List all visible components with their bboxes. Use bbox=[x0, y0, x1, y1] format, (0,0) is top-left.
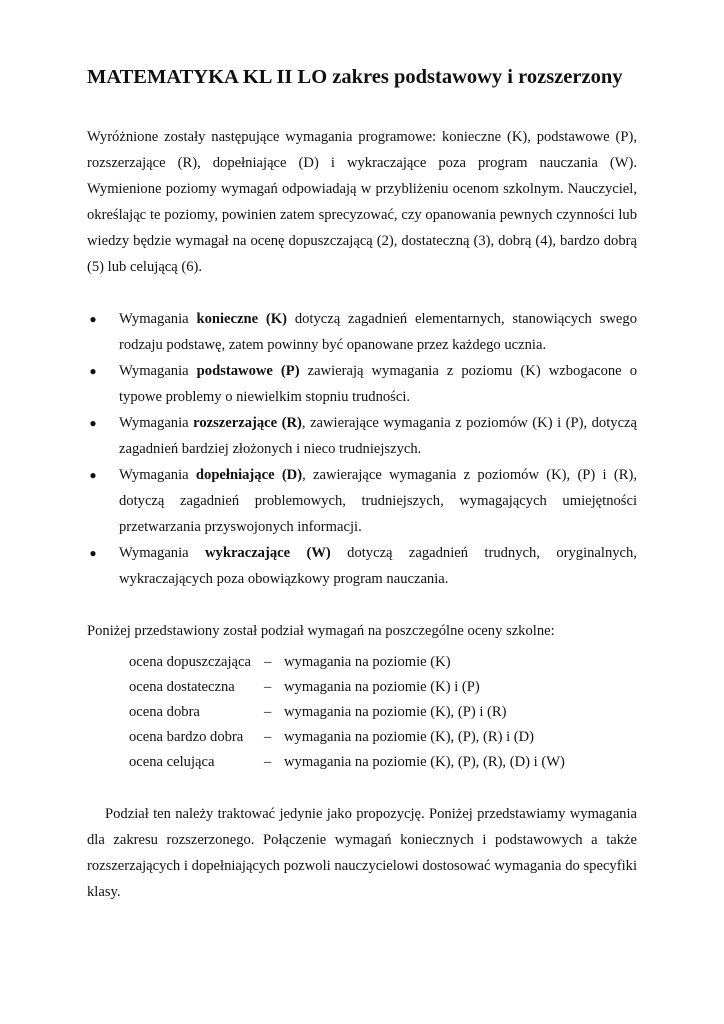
grade-name: ocena dostateczna bbox=[129, 679, 235, 695]
requirement-level: konieczne (K) bbox=[196, 311, 287, 327]
requirement-text: , zawierające wymagania z poziomów (K), (P) i (R), dotyczą zagadnień problemowych, trudniejszych, wymagających umiejętności przetwarzania przyswojonych informacji. bbox=[119, 467, 637, 535]
requirement-item bbox=[87, 540, 637, 592]
grade-requirement: wymagania na poziomie (K) i (P) bbox=[284, 679, 480, 695]
grade-name: ocena dobra bbox=[129, 704, 200, 720]
requirement-text: zawierają wymagania z poziomu (K) wzbogacone o typowe problemy o niewielkim stopniu trudności. bbox=[119, 363, 637, 405]
grades-intro: Poniżej przedstawiony został podział wymagań na poszczególne oceny szkolne: bbox=[87, 623, 555, 639]
requirement-level: podstawowe (P) bbox=[196, 363, 300, 379]
requirement-prefix: Wymagania bbox=[119, 467, 196, 483]
grade-requirement: wymagania na poziomie (K), (P), (R), (D) i (W) bbox=[284, 754, 565, 770]
grade-dash: – bbox=[264, 679, 272, 695]
requirement-item bbox=[87, 462, 637, 540]
grade-requirement: wymagania na poziomie (K) bbox=[284, 654, 451, 670]
requirements-list bbox=[87, 306, 637, 592]
bullet-icon: ● bbox=[89, 364, 97, 378]
requirement-prefix: Wymagania bbox=[119, 363, 197, 379]
closing-paragraph: Podział ten należy traktować jedynie jako propozycję. Poniżej przedstawiamy wymagania dla zakresu rozszerzonego. Połączenie wymagań koniecznych i podstawowych a także rozszerzających i dopełniających pozwoli nauczycielowi dostosować wymagania do specyfiki klasy. bbox=[87, 806, 637, 900]
grade-row bbox=[129, 725, 565, 750]
grade-row bbox=[129, 700, 565, 725]
requirement-item bbox=[87, 306, 637, 358]
grade-row bbox=[129, 675, 565, 700]
requirement-prefix: Wymagania bbox=[119, 415, 194, 431]
bullet-icon: ● bbox=[89, 468, 97, 482]
requirement-level: wykraczające (W) bbox=[205, 545, 331, 561]
requirement-text: dotyczą zagadnień elementarnych, stanowiących swego rodzaju podstawę, zatem powinny być opanowane przez każdego ucznia. bbox=[119, 311, 637, 353]
page-title-rest: zakres podstawowy i rozszerzony bbox=[327, 66, 623, 88]
grade-name: ocena bardzo dobra bbox=[129, 729, 244, 745]
intro-paragraph: Wyróżnione zostały następujące wymagania programowe: konieczne (K), podstawowe (P), rozszerzające (R), dopełniające (D) i wykraczające poza program nauczania (W). Wymienione poziomy wymagań odpowiadają w przybliżeniu ocenom szkolnym. Nauczyciel, określając te poziomy, powinien zatem sprecyzować, czy opanowania pewnych czynności lub wiedzy będzie wymagał na ocenę dopuszczającą (2), dostateczną (3), dobrą (4), bardzo dobrą (5) lub celującą (6). bbox=[87, 129, 637, 275]
requirement-prefix: Wymagania bbox=[119, 545, 205, 561]
grade-requirement: wymagania na poziomie (K), (P), (R) i (D) bbox=[284, 729, 535, 745]
grade-dash: – bbox=[264, 729, 272, 745]
requirement-text: , zawierające wymagania z poziomów (K) i (P), dotyczą zagadnień bardziej złożonych i nieco trudniejszych. bbox=[119, 415, 637, 457]
grade-dash: – bbox=[264, 754, 272, 770]
requirement-item bbox=[87, 358, 637, 410]
grade-dash: – bbox=[264, 704, 272, 720]
grade-dash: – bbox=[264, 654, 272, 670]
grade-name: ocena celująca bbox=[129, 754, 215, 770]
grade-name: ocena dopuszczająca bbox=[129, 654, 251, 670]
requirement-text: dotyczą zagadnień trudnych, oryginalnych, wykraczających poza obowiązkowy program nauczania. bbox=[119, 545, 637, 587]
grade-requirement: wymagania na poziomie (K), (P) i (R) bbox=[284, 704, 507, 720]
bullet-icon: ● bbox=[89, 416, 97, 430]
requirement-prefix: Wymagania bbox=[119, 311, 197, 327]
requirement-level: dopełniające (D) bbox=[195, 467, 303, 483]
requirement-item bbox=[87, 410, 637, 462]
grades-table bbox=[129, 650, 565, 775]
grade-row bbox=[129, 750, 565, 775]
bullet-icon: ● bbox=[89, 546, 97, 560]
bullet-icon: ● bbox=[89, 312, 97, 326]
grade-row bbox=[129, 650, 565, 675]
page-title bbox=[87, 62, 637, 92]
requirement-level: rozszerzające (R) bbox=[193, 415, 302, 431]
page-title-bold: MATEMATYKA KL II LO bbox=[87, 66, 328, 88]
